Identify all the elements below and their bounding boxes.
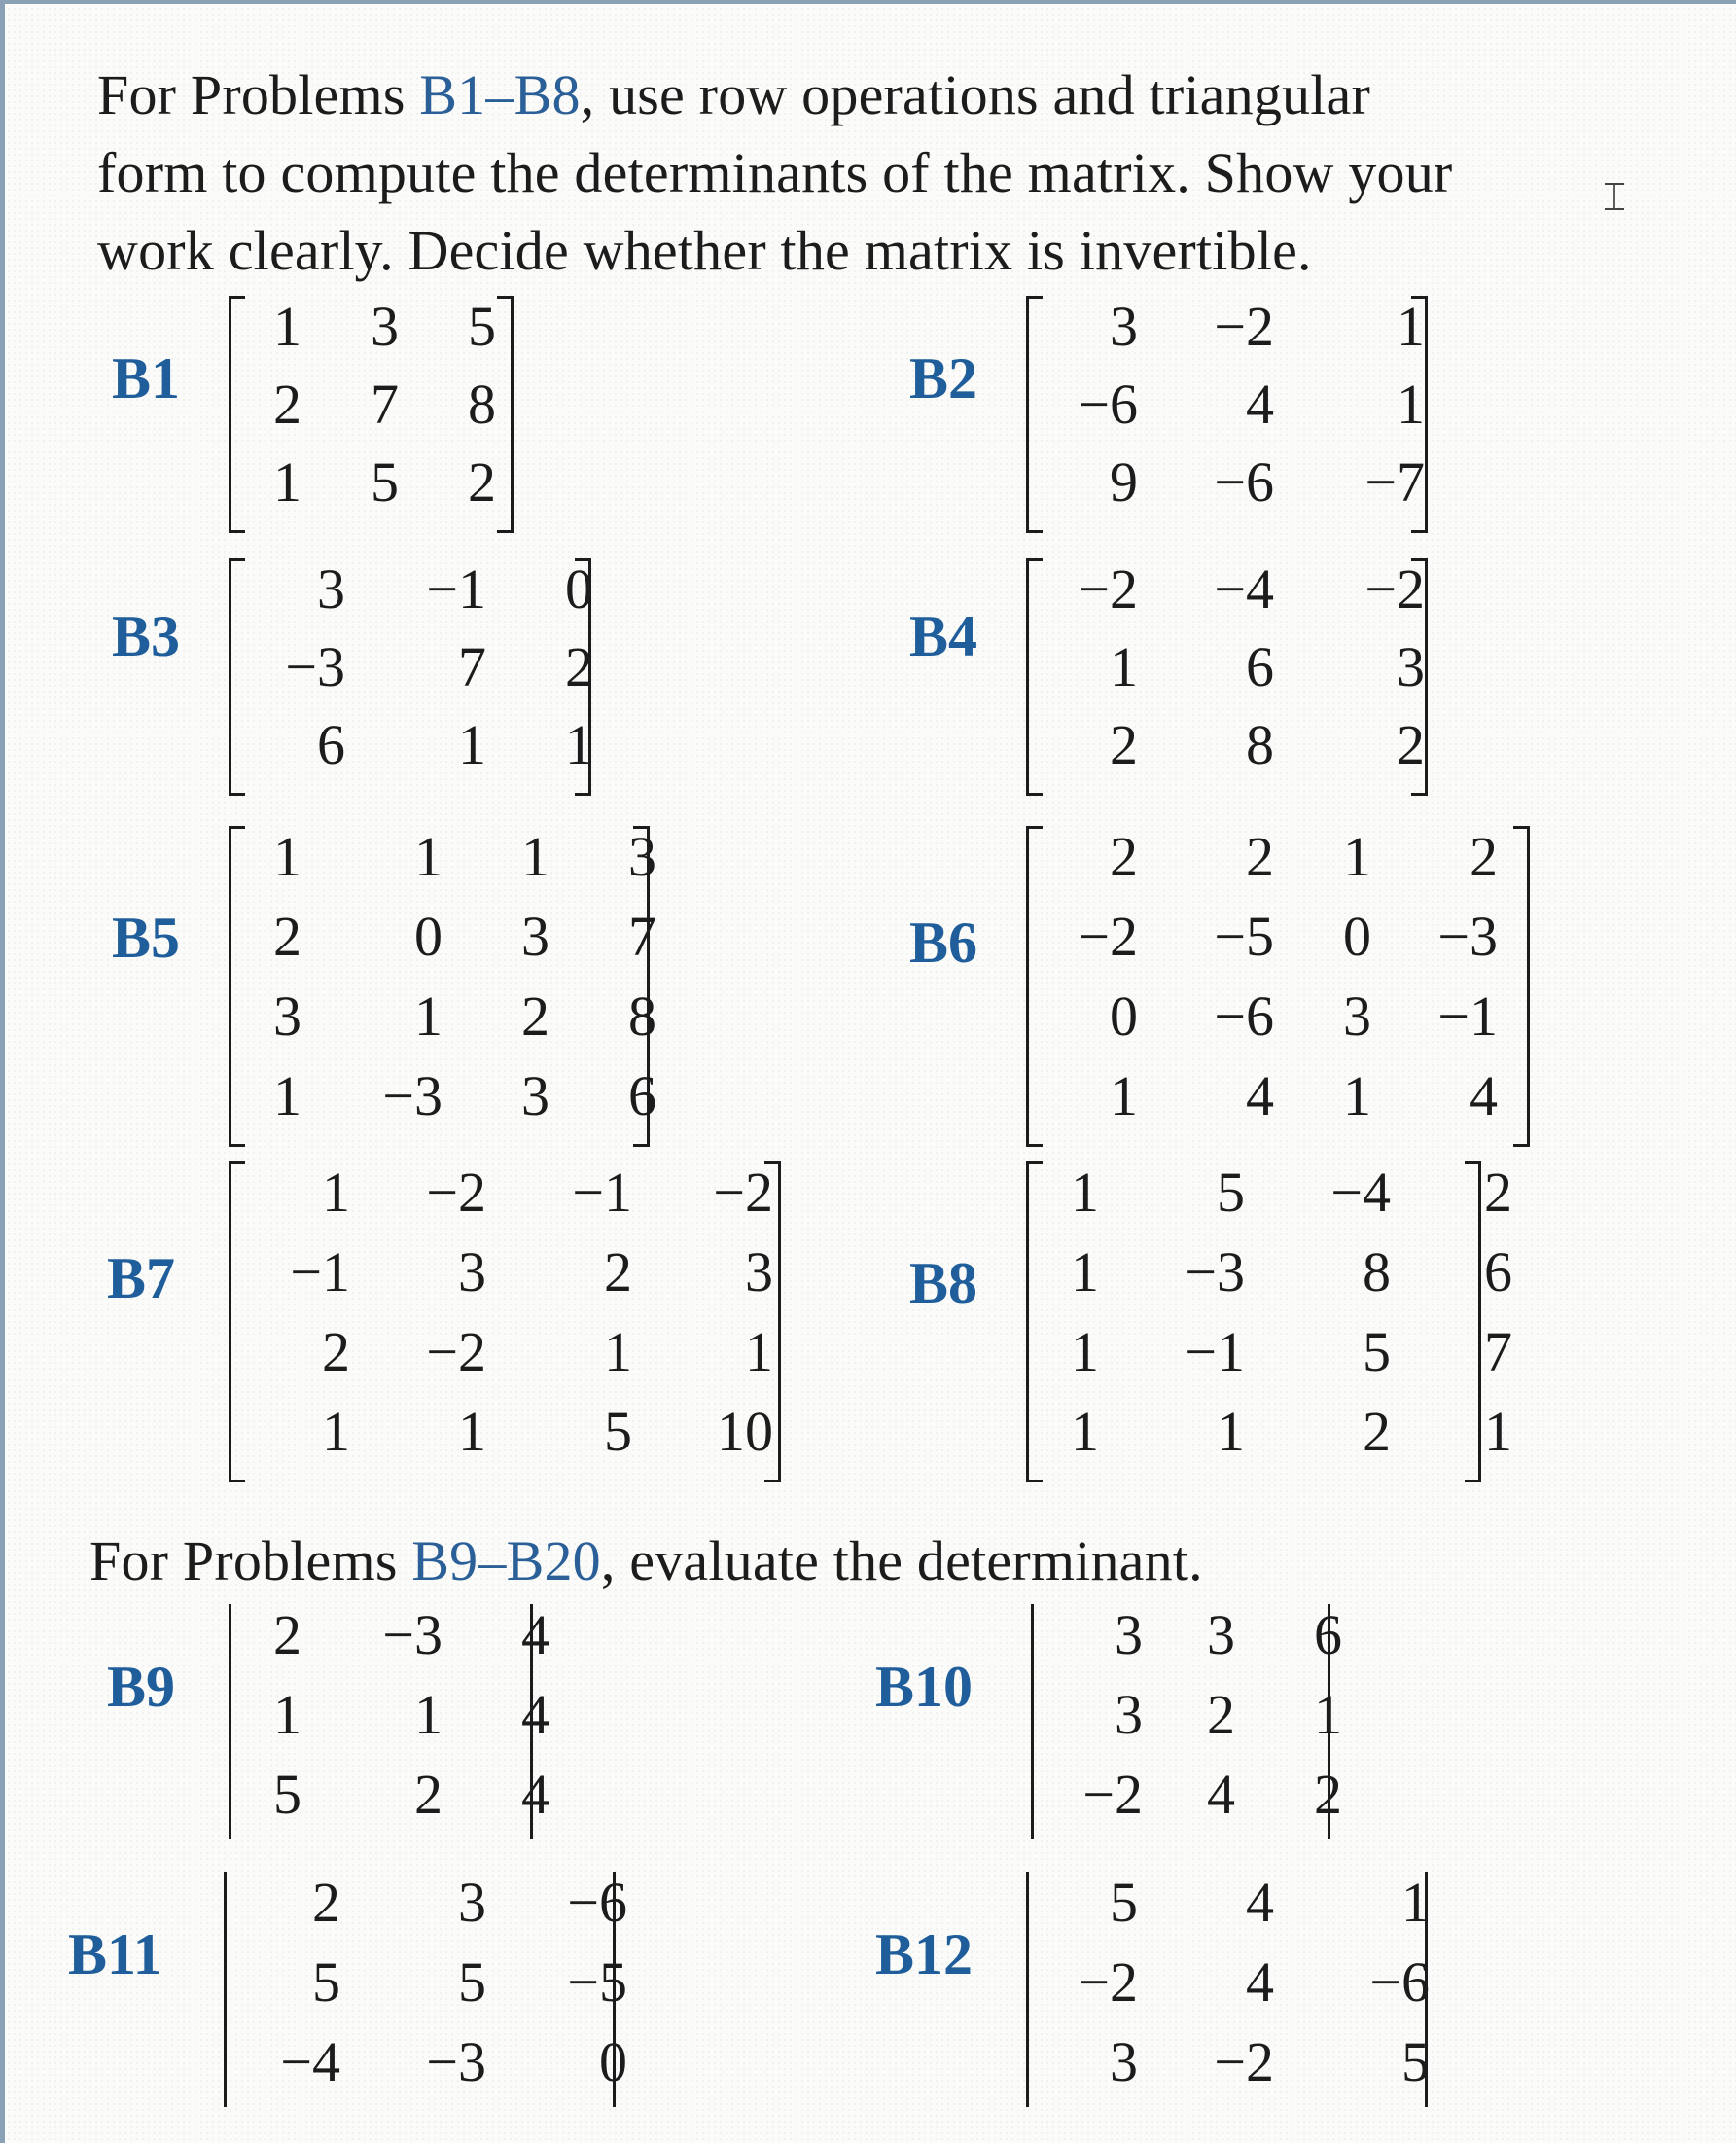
matrix-entry: −1 <box>1437 984 1498 1048</box>
matrix-entry: 3 <box>521 1064 549 1127</box>
matrix-entry: 4 <box>1246 1950 1274 2014</box>
matrix-entry: 8 <box>628 984 656 1048</box>
matrix-entry: 5 <box>1217 1161 1245 1224</box>
intro-line-2: form to compute the determinants of the matrix. Show your <box>97 141 1453 204</box>
matrix-entry: 4 <box>521 1603 549 1666</box>
matrix-entry: 5 <box>458 1950 486 2014</box>
matrix-entry: 4 <box>1246 373 1274 436</box>
matrix-entry: 2 <box>273 373 301 436</box>
matrix-entry: 5 <box>1110 1871 1138 1934</box>
matrix-entry: 8 <box>1363 1240 1391 1304</box>
matrix-entry: 1 <box>1397 295 1425 358</box>
matrix-entry: −1 <box>290 1240 350 1304</box>
matrix-entry: 5 <box>1401 2030 1430 2093</box>
matrix-entry: −6 <box>567 1871 627 1934</box>
problem-range-link[interactable]: B1–B8 <box>419 63 581 126</box>
matrix-entry: 1 <box>273 825 301 888</box>
matrix-entry: 5 <box>273 1763 301 1826</box>
matrix-entry: 4 <box>521 1683 549 1746</box>
matrix-entry: 10 <box>717 1400 773 1463</box>
matrix-entry: −2 <box>1078 1950 1138 2014</box>
matrix-entry: 4 <box>1246 1871 1274 1934</box>
matrix-entry: −2 <box>426 1161 486 1224</box>
matrix-entry: 2 <box>414 1763 443 1826</box>
problem-label-b10: B10 <box>875 1655 974 1719</box>
matrix-entry: 6 <box>1246 635 1274 698</box>
matrix-entry: 1 <box>414 984 443 1048</box>
matrix-entry: 1 <box>273 1683 301 1746</box>
problem-label-b11: B11 <box>68 1922 162 1986</box>
matrix-entry: −4 <box>1214 557 1274 621</box>
matrix-entry: 1 <box>745 1320 773 1383</box>
matrix-entry: 7 <box>458 635 486 698</box>
matrix-entry: −2 <box>1082 1763 1143 1826</box>
matrix-entry: 1 <box>322 1400 350 1463</box>
matrix-entry: −1 <box>572 1161 632 1224</box>
matrix-entry: 6 <box>628 1064 656 1127</box>
matrix-entry: 5 <box>468 295 496 358</box>
section-text: For Problems <box>89 1529 412 1592</box>
matrix-entry: 2 <box>1110 713 1138 776</box>
matrix-entry: 1 <box>322 1161 350 1224</box>
matrix-entry: 3 <box>371 295 399 358</box>
matrix-entry: 2 <box>521 984 549 1048</box>
matrix-entry: 2 <box>1484 1161 1512 1224</box>
matrix-entry: 1 <box>1397 373 1425 436</box>
matrix-entry: −2 <box>426 1320 486 1383</box>
matrix-entry: −5 <box>1214 905 1274 968</box>
problem-label-b7: B7 <box>107 1246 176 1310</box>
matrix-entry: 2 <box>1314 1763 1342 1826</box>
matrix-entry: −6 <box>1369 1950 1430 2014</box>
matrix-entry: 1 <box>1217 1400 1245 1463</box>
section-text: , evaluate the determinant. <box>600 1529 1203 1592</box>
matrix-entry: −4 <box>1330 1161 1391 1224</box>
matrix-entry: 3 <box>1115 1683 1143 1746</box>
matrix-entry: 2 <box>565 635 593 698</box>
matrix-entry: 5 <box>1363 1320 1391 1383</box>
matrix-entry: 3 <box>1343 984 1371 1048</box>
matrix-entry: 4 <box>1207 1763 1235 1826</box>
matrix-entry: −1 <box>1185 1320 1245 1383</box>
matrix-entry: 8 <box>468 373 496 436</box>
problem-label-b3: B3 <box>112 604 181 668</box>
matrix-entry: 1 <box>414 825 443 888</box>
problem-label-b9: B9 <box>107 1655 176 1719</box>
matrix-entry: −7 <box>1364 450 1425 514</box>
matrix-entry: 3 <box>1115 1603 1143 1666</box>
matrix-entry: 1 <box>1343 1064 1371 1127</box>
matrix-entry: 1 <box>1071 1400 1099 1463</box>
matrix-entry: 2 <box>1363 1400 1391 1463</box>
matrix-entry: −6 <box>1214 450 1274 514</box>
matrix-entry: 5 <box>312 1950 340 2014</box>
matrix-entry: 1 <box>1110 1064 1138 1127</box>
matrix-entry: 0 <box>599 2030 627 2093</box>
matrix-entry: 7 <box>371 373 399 436</box>
right-bracket <box>497 296 514 533</box>
matrix-entry: 1 <box>458 713 486 776</box>
matrix-entry: 2 <box>273 1603 301 1666</box>
matrix-entry: 2 <box>1470 825 1498 888</box>
matrix-entry: 2 <box>1110 825 1138 888</box>
matrix-entry: 0 <box>1110 984 1138 1048</box>
matrix-entry: 2 <box>1246 825 1274 888</box>
intro-text: , use row operations and triangular <box>580 63 1370 126</box>
matrix-entry: −1 <box>426 557 486 621</box>
problem-label-b12: B12 <box>875 1922 974 1986</box>
matrix-entry: 2 <box>604 1240 632 1304</box>
matrix-entry: 3 <box>745 1240 773 1304</box>
intro-paragraph <box>97 56 1692 290</box>
matrix-entry: 3 <box>273 984 301 1048</box>
section-2-heading <box>89 1522 1203 1600</box>
matrix-entry: −2 <box>1078 557 1138 621</box>
matrix-entry: 9 <box>1110 450 1138 514</box>
matrix-entry: −3 <box>1437 905 1498 968</box>
matrix-entry: 6 <box>1314 1603 1342 1666</box>
matrix-entry: 3 <box>521 905 549 968</box>
problem-label-b5: B5 <box>112 906 181 970</box>
matrix-entry: 1 <box>1401 1871 1430 1934</box>
matrix-entry: −2 <box>1078 905 1138 968</box>
matrix-entry: 1 <box>1314 1683 1342 1746</box>
matrix-entry: −2 <box>1214 295 1274 358</box>
matrix-entry: 8 <box>1246 713 1274 776</box>
problem-label-b1: B1 <box>112 346 181 411</box>
matrix-entry: 0 <box>565 557 593 621</box>
right-bracket <box>1513 826 1530 1147</box>
matrix-entry: 1 <box>273 450 301 514</box>
matrix-entry: −6 <box>1214 984 1274 1048</box>
matrix-entry: 3 <box>1110 295 1138 358</box>
matrix-entry: 3 <box>1110 2030 1138 2093</box>
matrix-entry: 3 <box>317 557 345 621</box>
matrix-entry: −2 <box>1214 2030 1274 2093</box>
matrix-entry: 1 <box>1343 825 1371 888</box>
matrix-entry: 1 <box>458 1400 486 1463</box>
matrix-entry: 2 <box>1207 1683 1235 1746</box>
matrix-entry: 7 <box>628 905 656 968</box>
matrix-entry: 4 <box>1246 1064 1274 1127</box>
matrix-entry: −3 <box>285 635 345 698</box>
matrix-entry: 3 <box>1207 1603 1235 1666</box>
matrix-entry: 7 <box>1484 1320 1512 1383</box>
matrix-entry: 3 <box>1397 635 1425 698</box>
matrix-entry: −6 <box>1078 373 1138 436</box>
matrix-entry: 1 <box>1071 1240 1099 1304</box>
matrix-entry: −3 <box>382 1064 443 1127</box>
top-border <box>0 0 1736 4</box>
problem-label-b4: B4 <box>909 604 978 668</box>
matrix-entry: 1 <box>604 1320 632 1383</box>
intro-line-1 <box>97 56 1692 134</box>
problem-label-b8: B8 <box>909 1251 978 1315</box>
matrix-entry: −4 <box>280 2030 340 2093</box>
matrix-entry: −3 <box>382 1603 443 1666</box>
matrix-entry: 4 <box>1470 1064 1498 1127</box>
problem-range-link[interactable]: B9–B20 <box>411 1529 601 1592</box>
matrix-entry: 2 <box>312 1871 340 1934</box>
problem-label-b2: B2 <box>909 346 978 411</box>
matrix-entry: 1 <box>1484 1400 1512 1463</box>
matrix-entry: 5 <box>371 450 399 514</box>
matrix-entry: 0 <box>414 905 443 968</box>
matrix-entry: 2 <box>273 905 301 968</box>
matrix-entry: 5 <box>604 1400 632 1463</box>
intro-text: For Problems <box>97 63 420 126</box>
matrix-entry: 1 <box>521 825 549 888</box>
matrix-entry: −2 <box>713 1161 773 1224</box>
matrix-entry: 1 <box>414 1683 443 1746</box>
matrix-entry: −2 <box>1364 557 1425 621</box>
matrix-entry: 1 <box>1071 1320 1099 1383</box>
matrix-entry: 4 <box>521 1763 549 1826</box>
matrix-entry: 2 <box>468 450 496 514</box>
matrix-entry: 1 <box>1071 1161 1099 1224</box>
matrix-entry: 6 <box>1484 1240 1512 1304</box>
matrix-entry: 6 <box>317 713 345 776</box>
matrix-entry: 2 <box>322 1320 350 1383</box>
matrix-entry: 1 <box>1110 635 1138 698</box>
matrix-entry: 3 <box>458 1240 486 1304</box>
problem-label-b6: B6 <box>909 911 978 975</box>
left-border <box>0 0 5 2143</box>
matrix-entry: 1 <box>273 1064 301 1127</box>
matrix-entry: −3 <box>1185 1240 1245 1304</box>
text-cursor-icon: ⌶ <box>1603 175 1626 220</box>
matrix-entry: 3 <box>458 1871 486 1934</box>
matrix-entry: −3 <box>426 2030 486 2093</box>
matrix-entry: 0 <box>1343 905 1371 968</box>
matrix-entry: 3 <box>628 825 656 888</box>
intro-line-3: work clearly. Decide whether the matrix is invertible. <box>97 219 1312 282</box>
matrix-entry: 1 <box>565 713 593 776</box>
matrix-entry: −5 <box>567 1950 627 2014</box>
matrix-entry: 2 <box>1397 713 1425 776</box>
matrix-entry: 1 <box>273 295 301 358</box>
